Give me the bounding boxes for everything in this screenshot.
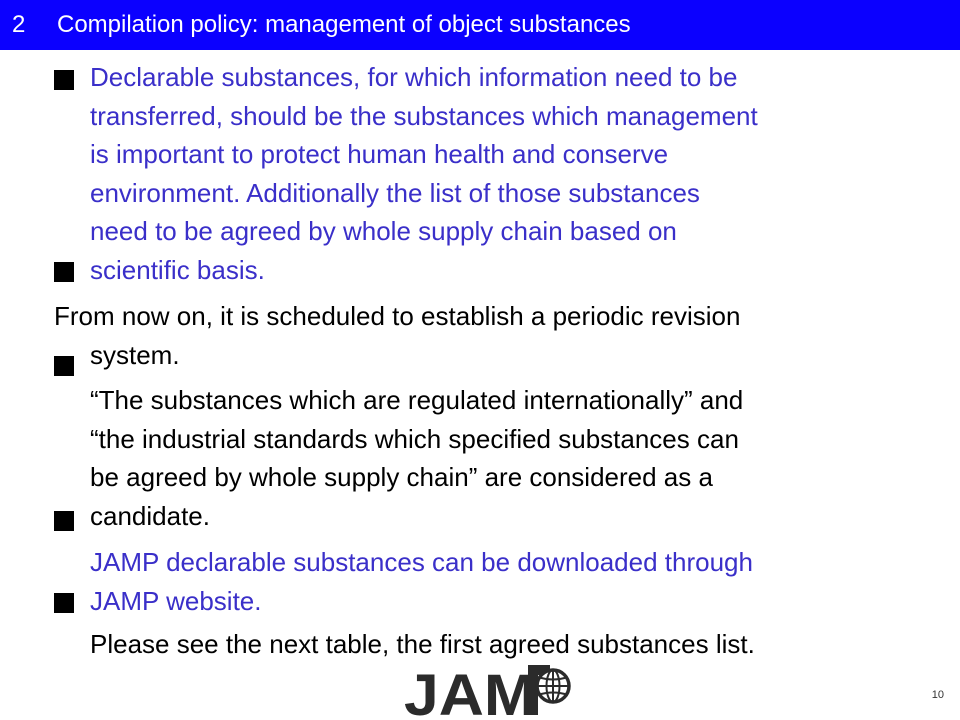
paragraph-declarable-substances [90, 58, 758, 289]
text-line: JAMP declarable substances can be downloaded through [90, 547, 753, 577]
bullet-square-icon [54, 593, 74, 613]
bullet-square-icon [54, 511, 74, 531]
text-line: system. [90, 339, 180, 370]
bullet-square-icon [54, 70, 74, 90]
text-line: “the industrial standards which specified substances can [90, 423, 739, 454]
text-line: transferred, should be the substances which management [90, 100, 758, 131]
text-line: “The substances which are regulated internationally” and [90, 385, 744, 415]
page-number: 10 [931, 689, 944, 701]
jamp-logo [404, 664, 574, 718]
text-line: environment. Additionally the list of those substances [90, 177, 700, 208]
paragraph-periodic-revision [54, 297, 740, 374]
text-line: need to be agreed by whole supply chain based on [90, 216, 677, 246]
paragraph-download-info [90, 543, 753, 620]
text-line: From now on, it is scheduled to establish a periodic revision [54, 301, 741, 331]
text-line: scientific basis. [90, 254, 265, 285]
text-line: is important to protect human health and conserve [90, 139, 669, 169]
bullet-square-icon [54, 262, 74, 282]
page-title: Compilation policy: management of object substances [57, 11, 631, 38]
text-line: be agreed by whole supply chain” are considered as a [90, 462, 713, 492]
text-line: candidate. [90, 500, 210, 531]
logo-letters: JAM [404, 664, 536, 718]
text-line: Please see the next table, the first agreed substances list. [90, 629, 755, 659]
text-line: JAMP website. [90, 585, 262, 616]
text-line: Declarable substances, for which information need to be [90, 62, 738, 92]
title-bar [0, 0, 960, 50]
paragraph-candidate-substances [90, 381, 743, 535]
section-number: 2 [12, 11, 26, 38]
globe-icon [536, 669, 570, 703]
paragraph-next-table [90, 625, 755, 664]
